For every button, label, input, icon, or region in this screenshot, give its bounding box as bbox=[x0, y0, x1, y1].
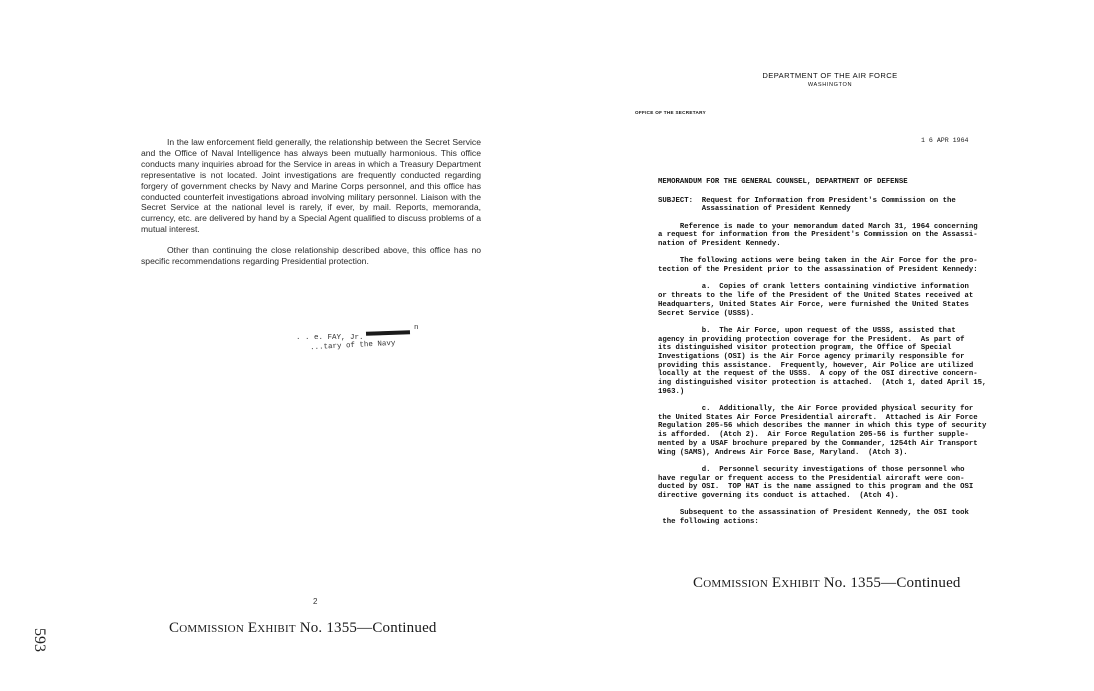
right-exhibit-caption bbox=[693, 575, 961, 592]
left-page-body bbox=[141, 137, 481, 277]
right-exhibit-rest: No. 1355—Continued bbox=[823, 575, 961, 591]
redaction-mark bbox=[366, 330, 410, 336]
left-page-number: 2 bbox=[313, 597, 318, 606]
memo-subject: SUBJECT: Request for Information from President's Commission on the Assassination of President Kennedy bbox=[658, 196, 956, 214]
left-exhibit-caption bbox=[169, 620, 437, 637]
memo-item-d: d. Personnel security investigations of those personnel who have regular or frequent access to the Presidential aircraft were con- ducted by OSI. TOP HAT is the name assigned to this program and the OSI directive governing its conduct is attached. (Atch 4). bbox=[658, 465, 974, 500]
signature-mark: n bbox=[414, 324, 419, 332]
signature-block bbox=[296, 324, 436, 360]
letterhead-city: WASHINGTON bbox=[807, 82, 853, 88]
signature-line-1: . . e. FAY, Jr. bbox=[296, 334, 364, 342]
memo-paragraph-subsequent: Subsequent to the assassination of President Kennedy, the OSI took the following actions: bbox=[662, 509, 969, 526]
signature-line-2: ...tary of the Navy bbox=[309, 339, 396, 353]
letterhead-department: DEPARTMENT OF THE AIR FORCE bbox=[762, 71, 898, 80]
volume-page-number: 593 bbox=[31, 628, 48, 652]
memo-date: 1 6 APR 1964 bbox=[921, 137, 969, 144]
left-exhibit-prefix: Commission Exhibit bbox=[169, 620, 296, 636]
memo-item-c: c. Additionally, the Air Force provided physical security for the United States Air Force Presidential aircraft. Attached is Air Force Regulation 205-56 which describes the manner in which this type of security is afforded. (Atch 2). Air Force Regulation 205-56 is further supple- mented by a USAF brochure prepared by the Commander, 1254th Air Transport Wing (SAMS), Andrews Air Force Base, Maryland. (Atch 3). bbox=[658, 405, 987, 457]
memo-item-a: a. Copies of crank letters containing vindictive information or threats to the life of the President of the United States received at Headquarters, United States Air Force, were furnished the United States Secret Service (USSS). bbox=[658, 283, 974, 318]
left-paragraph-1: In the law enforcement field generally, the relationship between the Secret Service and the Office of Naval Intelligence has always been mutually harmonious. This office conducts many inquiries abroad for the Service in areas in which a Treasury Department representative is not located. Joint investigations are frequently conducted regarding forgery of government checks by Navy and Marine Corps personnel, and this office has conducted counterfeit investigations abroad involving military personnel. Liaison with the Secret Service at the national level is rarely, if ever, by mail. Reports, memoranda, currency, etc. are delivered by hand by a Special Agent qualified to discuss problems of a mutual interest. bbox=[141, 137, 481, 235]
right-exhibit-prefix: Commission Exhibit bbox=[693, 575, 820, 591]
memo-item-b: b. The Air Force, upon request of the USSS, assisted that agency in providing protection coverage for the President. As part of its distinguished visitor protection program, the Office of Special Investigations (OSI) is the Air Force agency primarily responsible for providing this assistance. Frequently, however, Air Police are utilized locally at the request of the USSS. A copy of the OSI directive concern- ing distinguished visitor protection is attached. (Atch 1, dated April 15, 1963.) bbox=[658, 326, 987, 396]
left-exhibit-rest: No. 1355—Continued bbox=[299, 620, 437, 636]
office-of-secretary: OFFICE OF THE SECRETARY bbox=[635, 110, 706, 115]
memo-paragraph-reference: Reference is made to your memorandum dated March 31, 1964 concerning a request for information from the President's Commission on the Assassi- nation of President Kennedy. bbox=[658, 222, 978, 249]
left-paragraph-2: Other than continuing the close relationship described above, this office has no specific recommendations regarding Presidential protection. bbox=[141, 245, 481, 267]
memo-paragraph-actions: The following actions were being taken in the Air Force for the pro- tection of the President prior to the assassination of President Kennedy: bbox=[658, 257, 978, 275]
memo-addressee: MEMORANDUM FOR THE GENERAL COUNSEL, DEPARTMENT OF DEFENSE bbox=[658, 178, 908, 186]
right-page-body bbox=[658, 178, 1016, 527]
